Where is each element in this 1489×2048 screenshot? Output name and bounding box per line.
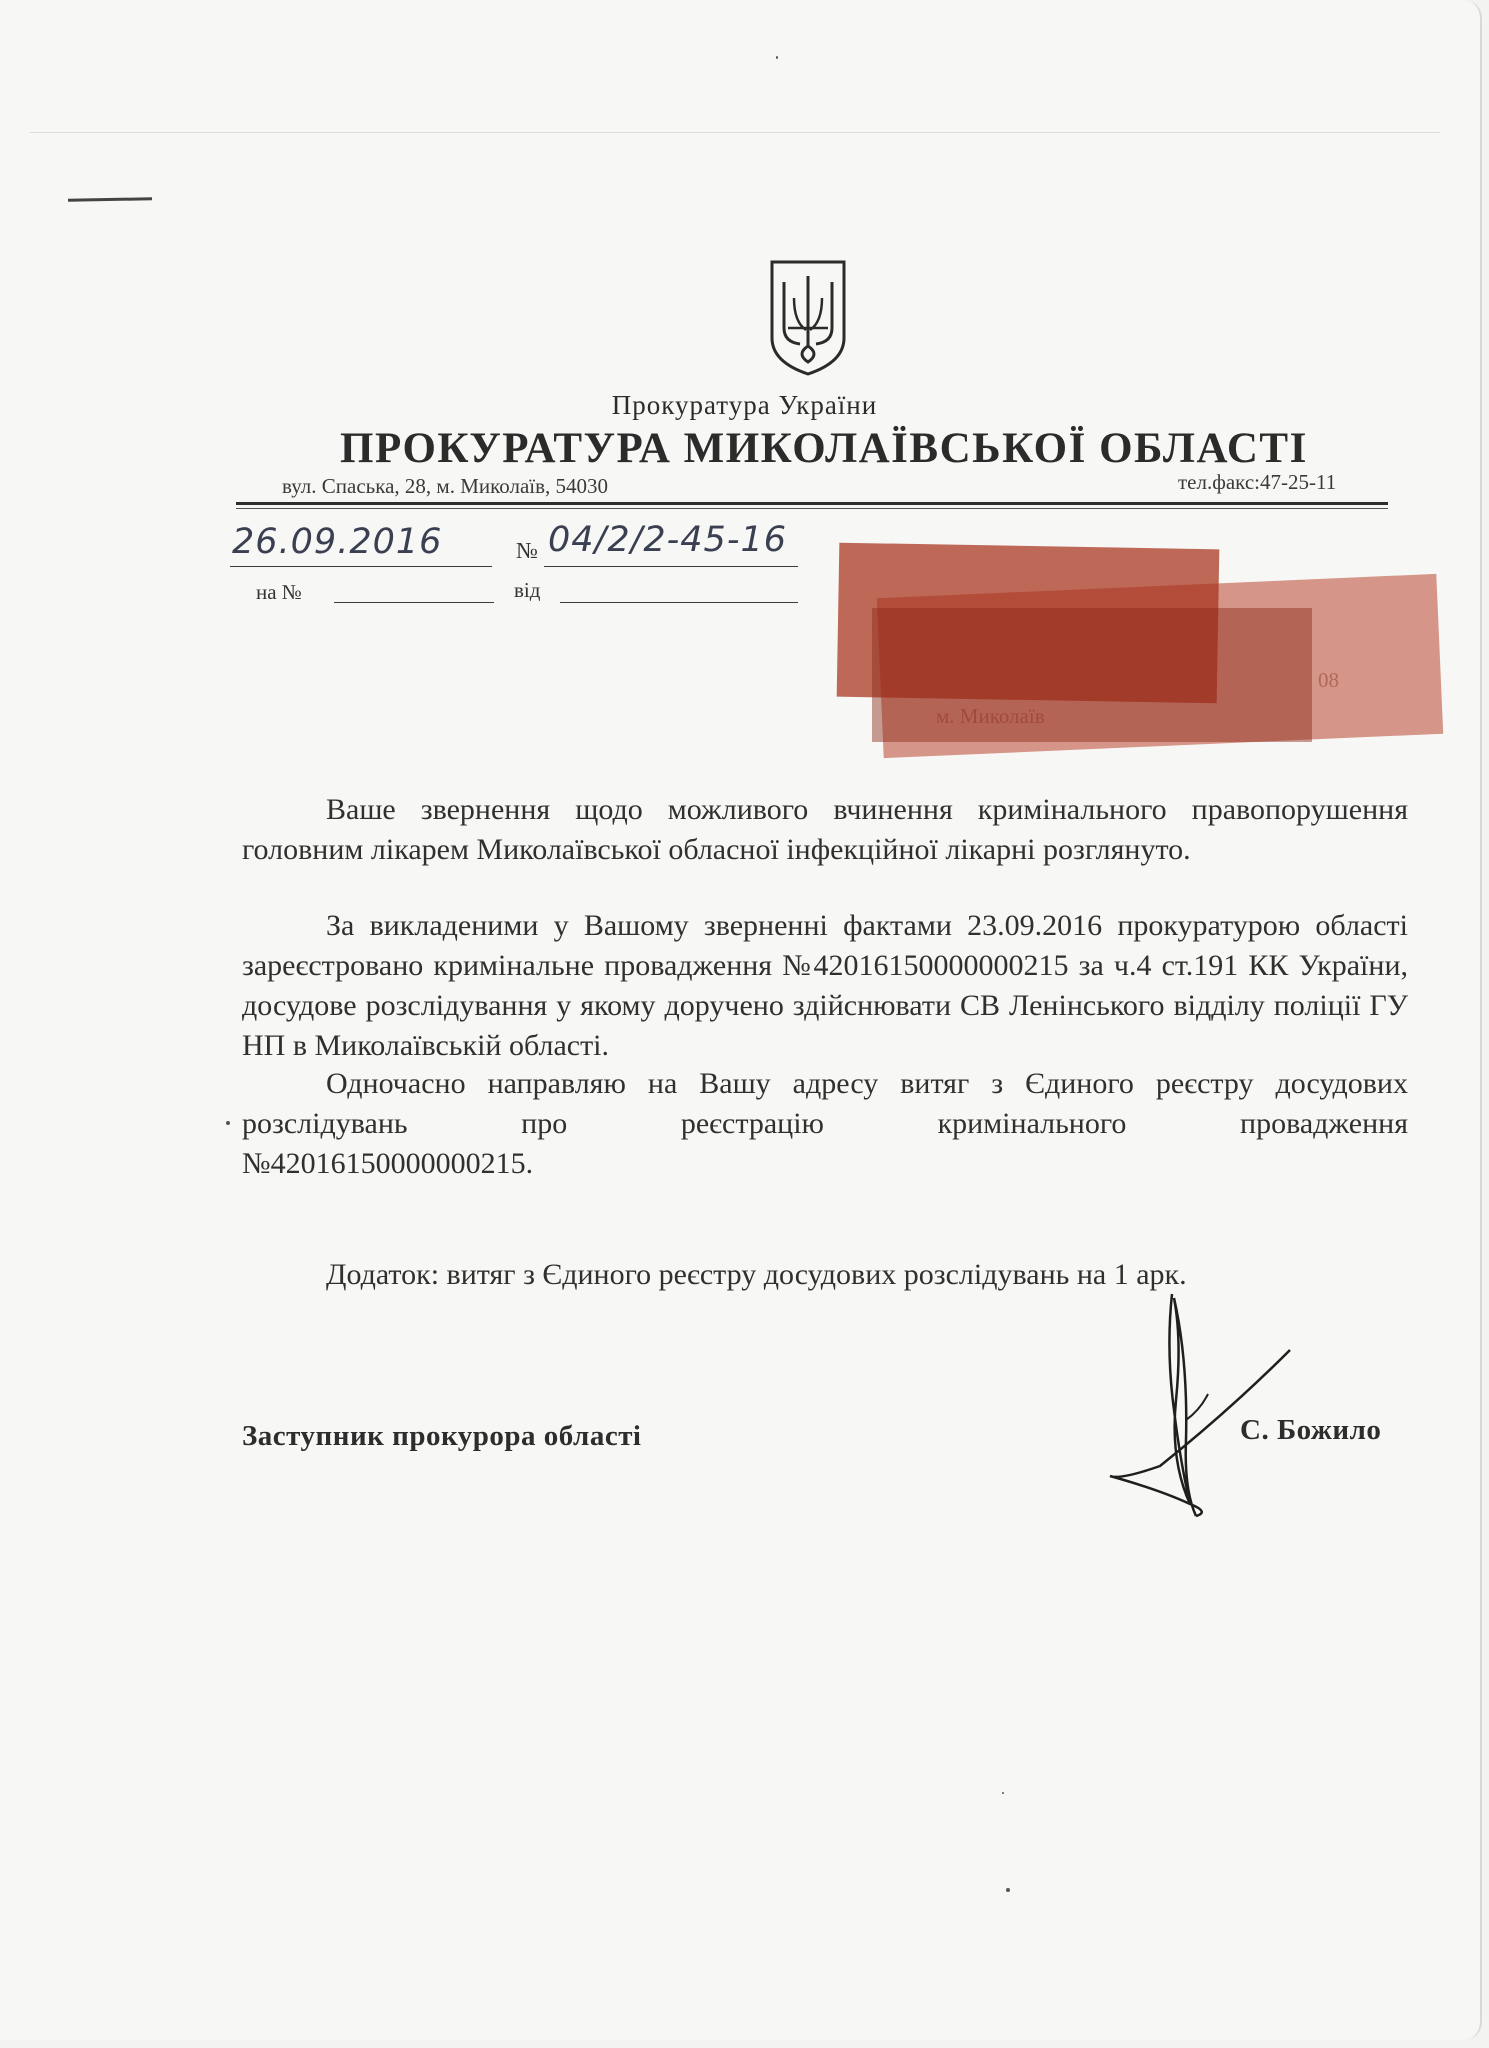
attachment-note: Додаток: витяг з Єдиного реєстру досудових розслідувань на 1 арк. — [326, 1258, 1187, 1291]
paragraph-2-text: За викладеними у Вашому зверненні фактами 23.09.2016 прокуратурою області зареєстровано кримінальне провадження №42016150000000215 за ч.4 ст.191 КК України, досудове розслідування у якому доручено здійснювати СВ Ленінського відділу поліції ГУ НП в Миколаївській області. — [242, 909, 1408, 1062]
number-label: № — [516, 538, 538, 563]
body-paragraph-3 — [242, 1064, 1408, 1184]
trident-emblem-icon — [766, 258, 850, 378]
corner-mark — [68, 197, 152, 201]
paragraph-3-text: Одночасно направляю на Вашу адресу витяг з Єдиного реєстру досудових розслідувань про реєстрацію кримінального провадження — [242, 1067, 1408, 1140]
body-paragraph-2 — [242, 906, 1408, 1066]
number-line — [544, 566, 798, 567]
handwritten-date: 26.09.2016 — [232, 522, 443, 562]
signatory-position: Заступник прокурора області — [242, 1420, 642, 1452]
paragraph-1-text: Ваше звернення щодо можливого вчинення кримінального правопорушення головним лікарем Миколаївської обласної інфекційної лікарні розглянуто. — [242, 793, 1408, 866]
agency-title: ПРОКУРАТУРА МИКОЛАЇВСЬКОЇ ОБЛАСТІ — [340, 425, 1308, 472]
scan-speck — [1002, 1792, 1004, 1794]
reply-to-label: на № — [256, 580, 302, 604]
from-line — [560, 602, 798, 603]
date-line — [230, 566, 492, 567]
handwritten-number: 04/2/2-45-16 — [548, 520, 787, 560]
header-rule — [236, 502, 1388, 505]
signatory-name: С. Божило — [1240, 1414, 1382, 1446]
body-paragraph-1 — [242, 790, 1408, 870]
scan-speck — [1006, 1888, 1010, 1892]
agency-subtitle: Прокуратура України — [611, 390, 878, 420]
agency-phone: тел.факс:47-25-11 — [1178, 470, 1337, 494]
agency-address: вул. Спаська, 28, м. Миколаїв, 54030 — [282, 474, 609, 498]
reply-to-line — [334, 602, 494, 603]
redaction-block — [872, 608, 1312, 742]
scan-edge-line — [30, 132, 1440, 133]
handwritten-signature — [1100, 1290, 1320, 1530]
header-rule-thin — [236, 508, 1388, 509]
scan-speck — [226, 1121, 230, 1125]
paragraph-3-tail: №42016150000000215. — [242, 1147, 534, 1180]
scan-speck — [776, 56, 778, 59]
from-label: від — [514, 578, 541, 602]
